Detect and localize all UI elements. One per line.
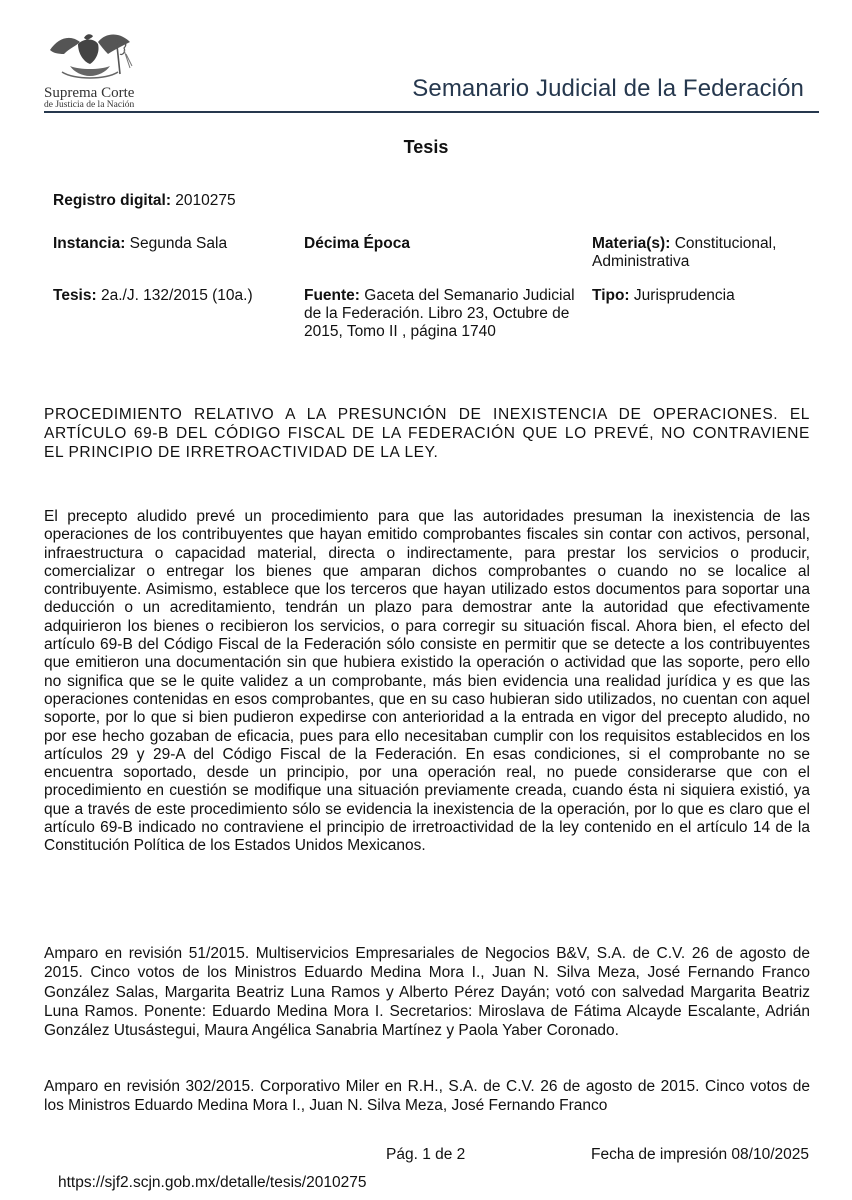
site-title: Semanario Judicial de la Federación bbox=[412, 75, 804, 102]
precedente-2: Amparo en revisión 302/2015. Corporativo Miler en R.H., S.A. de C.V. 26 de agosto de 2015. Cinco votos de los Ministros Eduardo Medina Mora I., Juan N. Silva Meza, José Fernando Franco bbox=[44, 1078, 810, 1115]
tipo-value: Jurisprudencia bbox=[633, 287, 735, 304]
scjn-logo bbox=[40, 28, 140, 112]
registro-field bbox=[53, 192, 353, 210]
precedente-1: Amparo en revisión 51/2015. Multiservicios Empresariales de Negocios B&V, S.A. de C.V. 26 de agosto de 2015. Cinco votos de los Ministros Eduardo Medina Mora I., Juan N. Silva Meza, José Fernando Franco González Salas, Margarita Beatriz Luna Ramos y Alberto Pérez Dayán; votó con salvedad Margarita Beatriz Luna Ramos. Ponente: Eduardo Medina Mora I. Secretarios: Miroslava de Fátima Alcayde Escalante, Adrián González Utusástegui, Maura Angélica Sanabria Martínez y Paola Yaber Coronado. bbox=[44, 945, 810, 1040]
fuente-field bbox=[304, 287, 576, 341]
page-header bbox=[0, 0, 852, 120]
epoca-value: Décima Época bbox=[304, 235, 410, 252]
epoca-field bbox=[304, 235, 574, 253]
tesis-rubro: PROCEDIMIENTO RELATIVO A LA PRESUNCIÓN DE INEXISTENCIA DE OPERACIONES. EL ARTÍCULO 69-B DEL CÓDIGO FISCAL DE LA FEDERACIÓN QUE LO PREVÉ, NO CONTRAVIENE EL PRINCIPIO DE IRRETROACTIVIDAD DE LA LEY. bbox=[44, 406, 810, 461]
eagle-emblem-icon bbox=[40, 28, 140, 84]
tesis-value: 2a./J. 132/2015 (10a.) bbox=[100, 287, 253, 304]
page-number: Pág. 1 de 2 bbox=[386, 1146, 466, 1163]
tesis-field bbox=[53, 287, 293, 305]
fuente-value: Gaceta del Semanario Judicial de la Federación. Libro 23, Octubre de 2015, Tomo II , página 1740 bbox=[304, 287, 575, 340]
document-url[interactable]: https://sjf2.scjn.gob.mx/detalle/tesis/2010275 bbox=[58, 1174, 367, 1191]
tesis-texto: El precepto aludido prevé un procedimiento para que las autoridades presuman la inexistencia de las operaciones de los contribuyentes que hayan emitido comprobantes fiscales sin contar con activos, personal, infraestructura o capacidad material, directa o indirectamente, para prestar los servicios o producir, comercializar o entregar los bienes que amparan dichos comprobantes o cuando no se localice al contribuyente. Asimismo, establece que los terceros que hayan utilizado estos documentos para soportar una deducción o un acreditamiento, tendrán un plazo para demostrar ante la autoridad que efectivamente adquirieron los bienes o recibieron los servicios, o para corregir su situación fiscal. Ahora bien, el efecto del artículo 69-B del Código Fiscal de la Federación sólo consiste en permitir que se detecte a los contribuyentes que emitieron una documentación sin que hubiera existido la operación o actividad que las soporte, pero ello no significa que se le quite validez a un comprobante, más bien evidencia una realidad jurídica y es que las operaciones contenidas en esos comprobantes, que en su caso hubieran sido utilizados, no cuentan con aquel soporte, por lo que si bien pudieron expedirse con anterioridad a la entrada en vigor del precepto aludido, no por ese hecho gozaban de eficacia, pues para ello necesitaban cumplir con los requisitos establecidos en los artículos 29 y 29-A del Código Fiscal de la Federación. En esas condiciones, si el comprobante no se encuentra soportado, desde un principio, por una operación real, no puede considerarse que con el procedimiento en cuestión se modifique una situación previamente creada, cuando ésta ni siquiera existió, ya que a través de este procedimiento sólo se evidencia la inexistencia de la operación, por lo que es claro que el artículo 69-B indicado no contraviene el principio de irretroactividad de la ley contenido en el artículo 14 de la Constitución Política de los Estados Unidos Mexicanos. bbox=[44, 508, 810, 855]
materias-field bbox=[592, 235, 812, 271]
registro-label: Registro digital: bbox=[53, 192, 171, 209]
org-name: Suprema Corte bbox=[44, 85, 135, 101]
materias-value: Constitucional, Administrativa bbox=[592, 235, 777, 270]
tipo-label: Tipo: bbox=[592, 287, 630, 304]
org-subtitle: de Justicia de la Nación bbox=[44, 100, 135, 110]
registro-value: 2010275 bbox=[175, 192, 236, 209]
header-divider bbox=[44, 111, 819, 113]
tesis-label: Tesis: bbox=[53, 287, 97, 304]
tipo-field bbox=[592, 287, 812, 305]
materias-label: Materia(s): bbox=[592, 235, 671, 252]
print-date: Fecha de impresión 08/10/2025 bbox=[590, 1146, 809, 1163]
instancia-label: Instancia: bbox=[53, 235, 126, 252]
instancia-value: Segunda Sala bbox=[129, 235, 228, 252]
document-type: Tesis bbox=[403, 137, 449, 157]
fuente-label: Fuente: bbox=[304, 287, 360, 304]
instancia-field bbox=[53, 235, 293, 253]
